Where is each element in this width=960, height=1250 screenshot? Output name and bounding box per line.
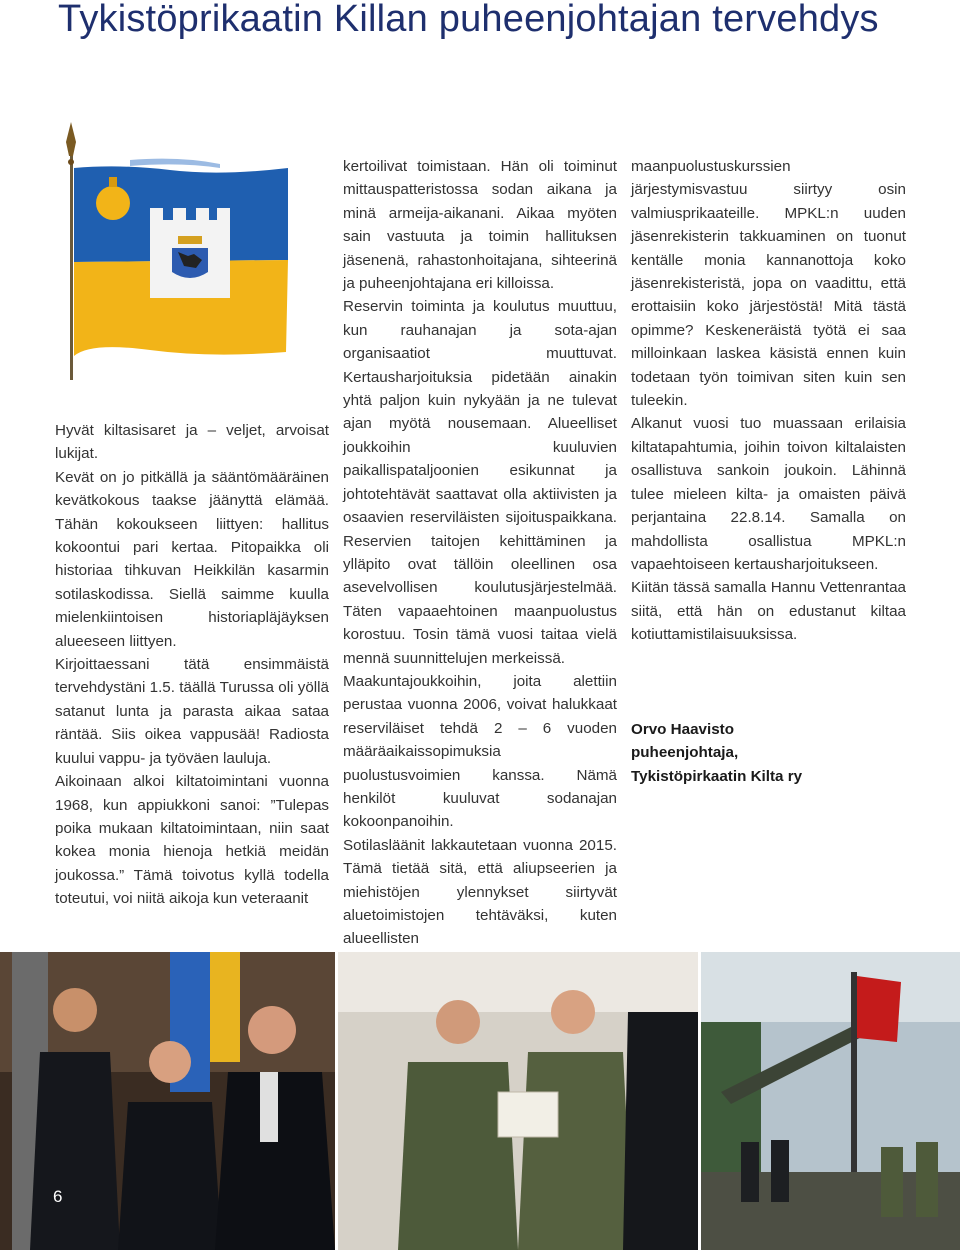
three-men-photo <box>0 952 335 1250</box>
text-column-2 <box>343 155 617 951</box>
paragraph: Hyvät kiltasisaret ja – veljet, arvoisat lukijat. <box>55 422 329 463</box>
paragraph: Reservin toiminta ja koulutus muuttuu, kun rauhanajan ja sota-ajan organisaatiot muuttuvat. Kertausharjoituksia pidetään ainakin yhtä paljon kuin nykyään ja ne tulevat ajan myötä nousemaan. Alueelliset joukkoihin kuuluvien paikallispataljoonien esikunnat ja johtotehtävät saattavat olla aktiivisten ja osaavien reserviläisten sijoituspaikkana. Reservien taitojen kehittäminen ja ylläpito ovat tällöin oleellinen osa asevelvollisen koulutusjärjestelmää. Täten vapaaehtoinen maanpuolustus korostuu. Tosin tämä vuosi taitaa vielä mennä suunnittelujen merkeissä. <box>343 298 617 667</box>
text-column-3 <box>631 155 906 788</box>
paragraph: Kirjoittaessani tätä ensimmäistä tervehdystäni 1.5. täällä Turussa oli yöllä satanut lunta ja parasta aikaa sataa räntää. Siis oikea vappusää! Radiosta kuului vappu- ja työväen lauluja. <box>55 656 329 767</box>
paragraph: Alkanut vuosi tuo muassaan erilaisia kiltatapahtumia, joihin toivon kiltalaisten osallistuva sankoin joukoin. Lähinnä tulee mieleen kilta- ja omaisten päivä perjantaina 22.8.14. Samalla on mahdollista osallistua MPKL:n vapaehtoiseen kertausharjoitukseen. <box>631 415 906 573</box>
paragraph: maanpuolustuskurssien järjestymisvastuu siirtyy osin valmiusprikaateille. MPKL:n uuden jäsenrekisterin takkuaminen on tuonut kentälle monia kannanottoja koko jäsenrekisteristä, jopa on vaadittu, että erottaisiin koko järjestöstä! Mitä tästä opimme? Keskeneräistä työtä ei saa milloinkaan laskea käsistä ennen kuin todetaan työn toimivan siten kuin sen tuleekin. <box>631 158 906 410</box>
soldiers-award-photo <box>338 952 698 1250</box>
signature-name: Orvo Haavisto <box>631 720 734 738</box>
paragraph: Kiitän tässä samalla Hannu Vettenrantaa siitä, että hän on edustanut kiltaa kotiuttamistilaisuuksissa. <box>631 579 906 644</box>
paragraph: Kevät on jo pitkällä ja sääntömääräinen kevätkokous taakse jäänyttä elämää. Tähän kokoukseen liittyen: hallitus kokoontui pari kertaa. Pitopaikka oli historiaa tihkuvan Heikkilän kasarmin sotilaskodissa. Siellä saimme kuulla mielenkiintoisen historiapläjäyksen alueeseen liittyen. <box>55 468 329 650</box>
text-column-1 <box>55 419 329 911</box>
signature-org: Tykistöpirkaatin Kilta ry <box>631 767 803 785</box>
paragraph: Sotilasläänit lakkautetaan vuonna 2015. Tämä tietää sitä, että aliupseerien ja miehistöjen ylennykset siirtyvät aluetoimistojen tehtäväksi, kuten alueellisten <box>343 836 617 948</box>
signature <box>631 718 906 789</box>
page-number: 6 <box>53 1187 63 1206</box>
flag-image <box>60 120 290 390</box>
page-title: Tykistöprikaatin Killan puheenjohtajan tervehdys <box>58 0 879 40</box>
paragraph: Maakuntajoukkoihin, joita alettiin perustaa vuonna 2006, voivat halukkaat reserviläiset tehdä 2 – 6 vuoden määräaikaissopimuksia puolustusvoimien kanssa. Nämä henkilöt kuuluvat sodanajan kokoonpanoihin. <box>343 672 617 831</box>
paragraph: Aikoinaan alkoi kiltatoimintani vuonna 1968, kun appiukkoni sanoi: ”Tulepas poika mukaan kiltatoimintaan, niin saat kokea monia hienoja hetkiä meidän joukossa.” Tämä toivotus kyllä todella toteutui, voi niitä aikoja kun veteraanit <box>55 773 329 908</box>
ceremony-cannon-photo <box>701 952 960 1250</box>
photo-strip <box>0 952 960 1250</box>
paragraph: kertoilivat toimistaan. Hän oli toiminut mittauspatteristossa sodan aikana ja minä armeija-aikanani. Aikaa myöten sain vastuuta ja toimin hallituksen jäsenenä, rahastonhoitajana, sihteerinä ja puheenjohtajana eri killoissa. <box>343 158 617 293</box>
signature-role: puheenjohtaja, <box>631 744 739 762</box>
